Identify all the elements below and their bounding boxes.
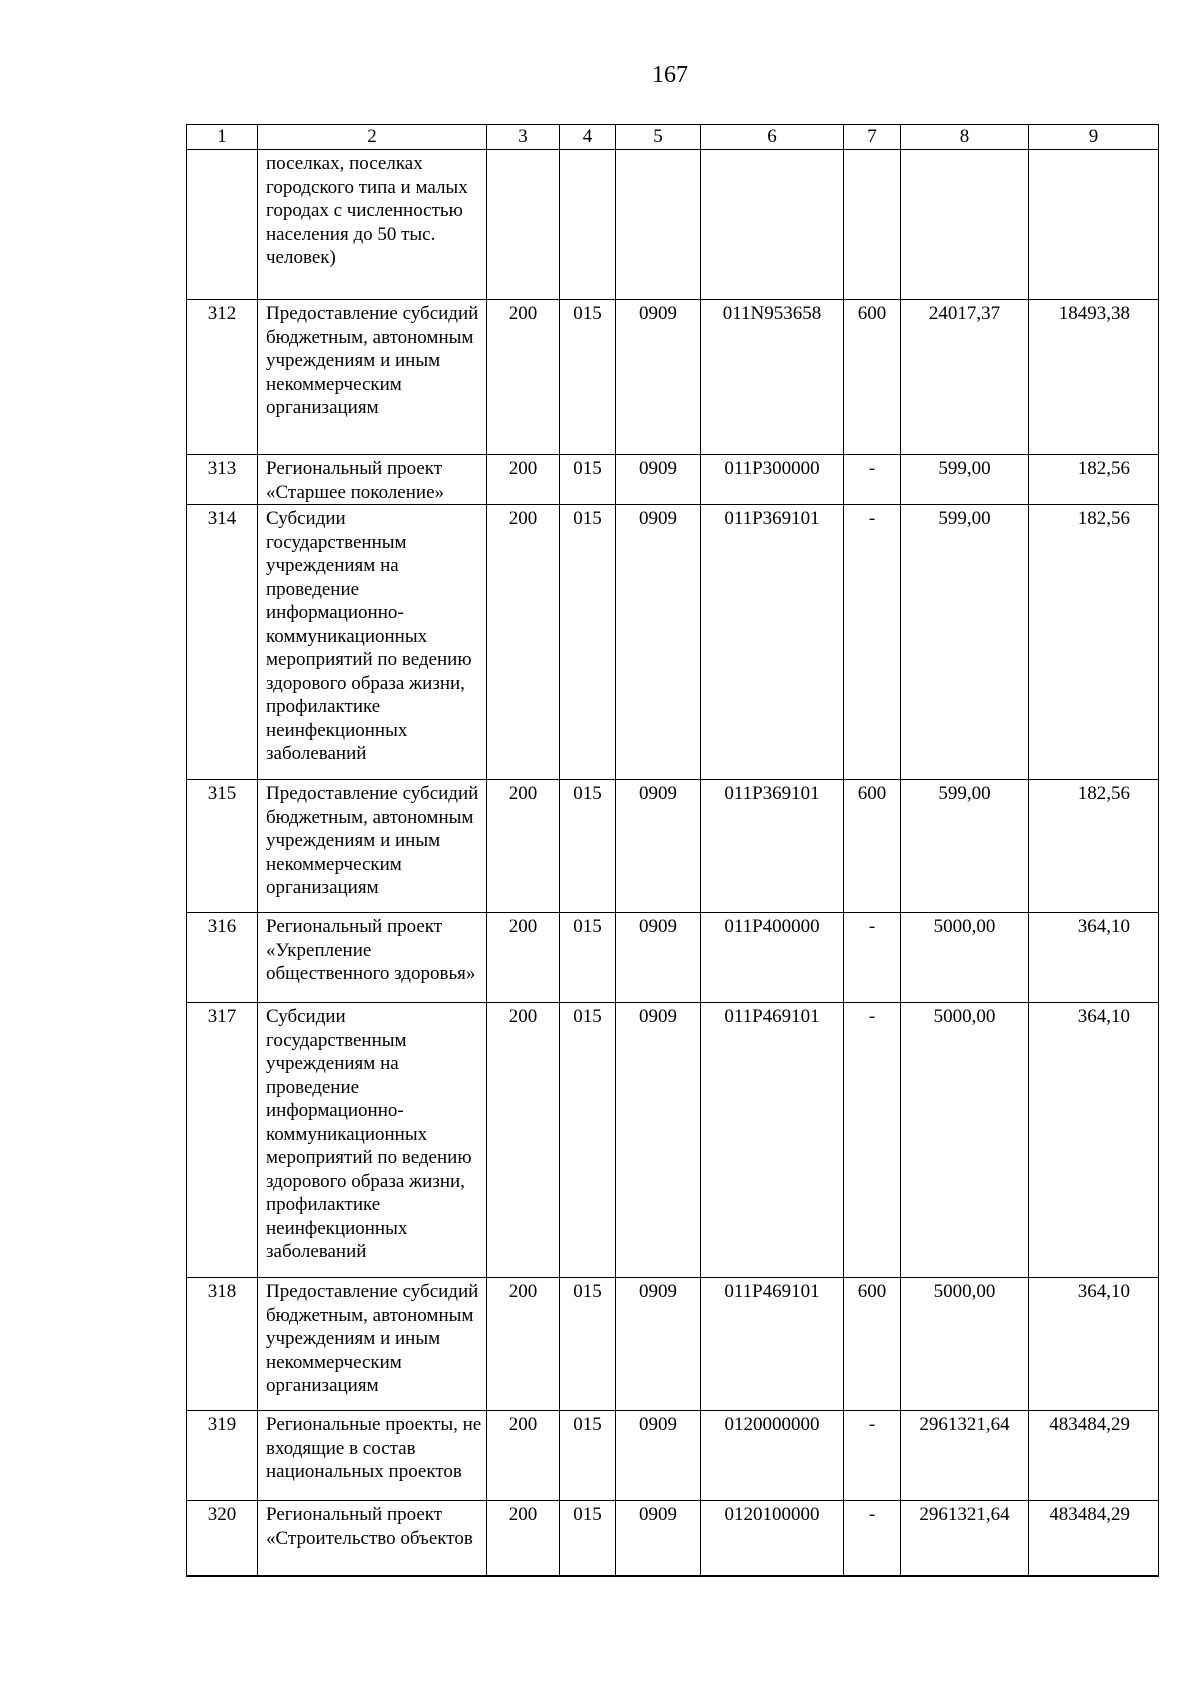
row-number-cell bbox=[187, 150, 258, 300]
col6-cell: 011P469101 bbox=[701, 1278, 844, 1411]
header-cell: 9 bbox=[1029, 125, 1159, 150]
col8-amount-cell: 5000,00 bbox=[901, 1278, 1029, 1411]
col9-amount-cell: 483484,29 bbox=[1029, 1501, 1159, 1577]
col4-cell: 015 bbox=[560, 1411, 616, 1501]
row-name-cell: Предоставление субсидий бюджетным, автономным учреждениям и иным некоммерческим организациям bbox=[258, 1278, 487, 1411]
row-name-cell: Субсидии государственным учреждениям на проведение информационно-коммуникационных мероприятий по ведению здорового образа жизни, профилактике неинфекционных заболеваний bbox=[258, 1003, 487, 1278]
col6-cell: 011P300000 bbox=[701, 455, 844, 505]
col7-cell: 600 bbox=[844, 1278, 901, 1411]
header-cell: 3 bbox=[487, 125, 560, 150]
col6-cell: 011P400000 bbox=[701, 913, 844, 1003]
col3-cell: 200 bbox=[487, 913, 560, 1003]
row-name-cell: Предоставление субсидий бюджетным, автономным учреждениям и иным некоммерческим организациям bbox=[258, 300, 487, 455]
table-header-row bbox=[187, 125, 1159, 150]
row-number-cell: 318 bbox=[187, 1278, 258, 1411]
col8-amount-cell: 599,00 bbox=[901, 455, 1029, 505]
col6-cell: 0120000000 bbox=[701, 1411, 844, 1501]
row-name-cell: Региональные проекты, не входящие в состав национальных проектов bbox=[258, 1411, 487, 1501]
col5-cell: 0909 bbox=[616, 1411, 701, 1501]
col8-amount-cell: 2961321,64 bbox=[901, 1501, 1029, 1577]
header-cell: 5 bbox=[616, 125, 701, 150]
col5-cell: 0909 bbox=[616, 1003, 701, 1278]
col3-cell: 200 bbox=[487, 1411, 560, 1501]
col7-cell: - bbox=[844, 455, 901, 505]
col9-amount-cell: 364,10 bbox=[1029, 1003, 1159, 1278]
row-number-cell: 313 bbox=[187, 455, 258, 505]
col8-amount-cell bbox=[901, 150, 1029, 300]
col3-cell: 200 bbox=[487, 1003, 560, 1278]
col9-amount-cell: 18493,38 bbox=[1029, 300, 1159, 455]
col9-amount-cell bbox=[1029, 150, 1159, 300]
col9-amount-cell: 364,10 bbox=[1029, 1278, 1159, 1411]
col7-cell: - bbox=[844, 1003, 901, 1278]
col9-amount-cell: 182,56 bbox=[1029, 455, 1159, 505]
col8-amount-cell: 2961321,64 bbox=[901, 1411, 1029, 1501]
col8-amount-cell: 24017,37 bbox=[901, 300, 1029, 455]
col4-cell: 015 bbox=[560, 1278, 616, 1411]
col9-amount-cell: 182,56 bbox=[1029, 780, 1159, 913]
table-row bbox=[187, 455, 1159, 505]
col3-cell: 200 bbox=[487, 300, 560, 455]
col6-cell: 0120100000 bbox=[701, 1501, 844, 1577]
col7-cell: - bbox=[844, 505, 901, 780]
col3-cell: 200 bbox=[487, 780, 560, 913]
table-row bbox=[187, 1003, 1159, 1278]
row-number-cell: 320 bbox=[187, 1501, 258, 1577]
row-name-cell: поселках, поселках городского типа и малых городах с численностью населения до 50 тыс. человек) bbox=[258, 150, 487, 300]
col5-cell: 0909 bbox=[616, 913, 701, 1003]
col5-cell: 0909 bbox=[616, 1501, 701, 1577]
budget-table bbox=[186, 124, 1159, 1577]
col6-cell: 011N953658 bbox=[701, 300, 844, 455]
col3-cell: 200 bbox=[487, 1278, 560, 1411]
header-cell: 6 bbox=[701, 125, 844, 150]
col4-cell bbox=[560, 150, 616, 300]
col6-cell bbox=[701, 150, 844, 300]
col4-cell: 015 bbox=[560, 780, 616, 913]
row-name-cell: Субсидии государственным учреждениям на проведение информационно-коммуникационных мероприятий по ведению здорового образа жизни, профилактике неинфекционных заболеваний bbox=[258, 505, 487, 780]
col7-cell: 600 bbox=[844, 780, 901, 913]
table-row bbox=[187, 1411, 1159, 1501]
page-number: 167 bbox=[652, 62, 688, 88]
header-cell: 8 bbox=[901, 125, 1029, 150]
header-cell: 1 bbox=[187, 125, 258, 150]
table-row bbox=[187, 913, 1159, 1003]
header-cell: 2 bbox=[258, 125, 487, 150]
table-row bbox=[187, 1501, 1159, 1577]
table-row bbox=[187, 300, 1159, 455]
col8-amount-cell: 599,00 bbox=[901, 505, 1029, 780]
col3-cell: 200 bbox=[487, 505, 560, 780]
col5-cell bbox=[616, 150, 701, 300]
col4-cell: 015 bbox=[560, 455, 616, 505]
row-name-cell: Предоставление субсидий бюджетным, автономным учреждениям и иным некоммерческим организациям bbox=[258, 780, 487, 913]
table-row bbox=[187, 780, 1159, 913]
table-row bbox=[187, 150, 1159, 300]
col5-cell: 0909 bbox=[616, 505, 701, 780]
col4-cell: 015 bbox=[560, 1501, 616, 1577]
row-name-cell: Региональный проект «Старшее поколение» bbox=[258, 455, 487, 505]
col5-cell: 0909 bbox=[616, 300, 701, 455]
col5-cell: 0909 bbox=[616, 1278, 701, 1411]
col8-amount-cell: 599,00 bbox=[901, 780, 1029, 913]
col7-cell: - bbox=[844, 1501, 901, 1577]
col3-cell bbox=[487, 150, 560, 300]
col6-cell: 011P369101 bbox=[701, 780, 844, 913]
col9-amount-cell: 483484,29 bbox=[1029, 1411, 1159, 1501]
col4-cell: 015 bbox=[560, 300, 616, 455]
col7-cell: - bbox=[844, 1411, 901, 1501]
row-number-cell: 314 bbox=[187, 505, 258, 780]
row-number-cell: 312 bbox=[187, 300, 258, 455]
row-number-cell: 315 bbox=[187, 780, 258, 913]
col8-amount-cell: 5000,00 bbox=[901, 1003, 1029, 1278]
row-number-cell: 316 bbox=[187, 913, 258, 1003]
col7-cell: - bbox=[844, 913, 901, 1003]
col8-amount-cell: 5000,00 bbox=[901, 913, 1029, 1003]
col4-cell: 015 bbox=[560, 505, 616, 780]
row-name-cell: Региональный проект «Строительство объектов bbox=[258, 1501, 487, 1577]
col4-cell: 015 bbox=[560, 913, 616, 1003]
row-number-cell: 319 bbox=[187, 1411, 258, 1501]
col3-cell: 200 bbox=[487, 1501, 560, 1577]
table-row bbox=[187, 505, 1159, 780]
header-cell: 7 bbox=[844, 125, 901, 150]
col3-cell: 200 bbox=[487, 455, 560, 505]
col5-cell: 0909 bbox=[616, 455, 701, 505]
col7-cell bbox=[844, 150, 901, 300]
table-row bbox=[187, 1278, 1159, 1411]
col6-cell: 011P469101 bbox=[701, 1003, 844, 1278]
col6-cell: 011P369101 bbox=[701, 505, 844, 780]
col9-amount-cell: 182,56 bbox=[1029, 505, 1159, 780]
col7-cell: 600 bbox=[844, 300, 901, 455]
col9-amount-cell: 364,10 bbox=[1029, 913, 1159, 1003]
col4-cell: 015 bbox=[560, 1003, 616, 1278]
row-number-cell: 317 bbox=[187, 1003, 258, 1278]
row-name-cell: Региональный проект «Укрепление общественного здоровья» bbox=[258, 913, 487, 1003]
header-cell: 4 bbox=[560, 125, 616, 150]
col5-cell: 0909 bbox=[616, 780, 701, 913]
